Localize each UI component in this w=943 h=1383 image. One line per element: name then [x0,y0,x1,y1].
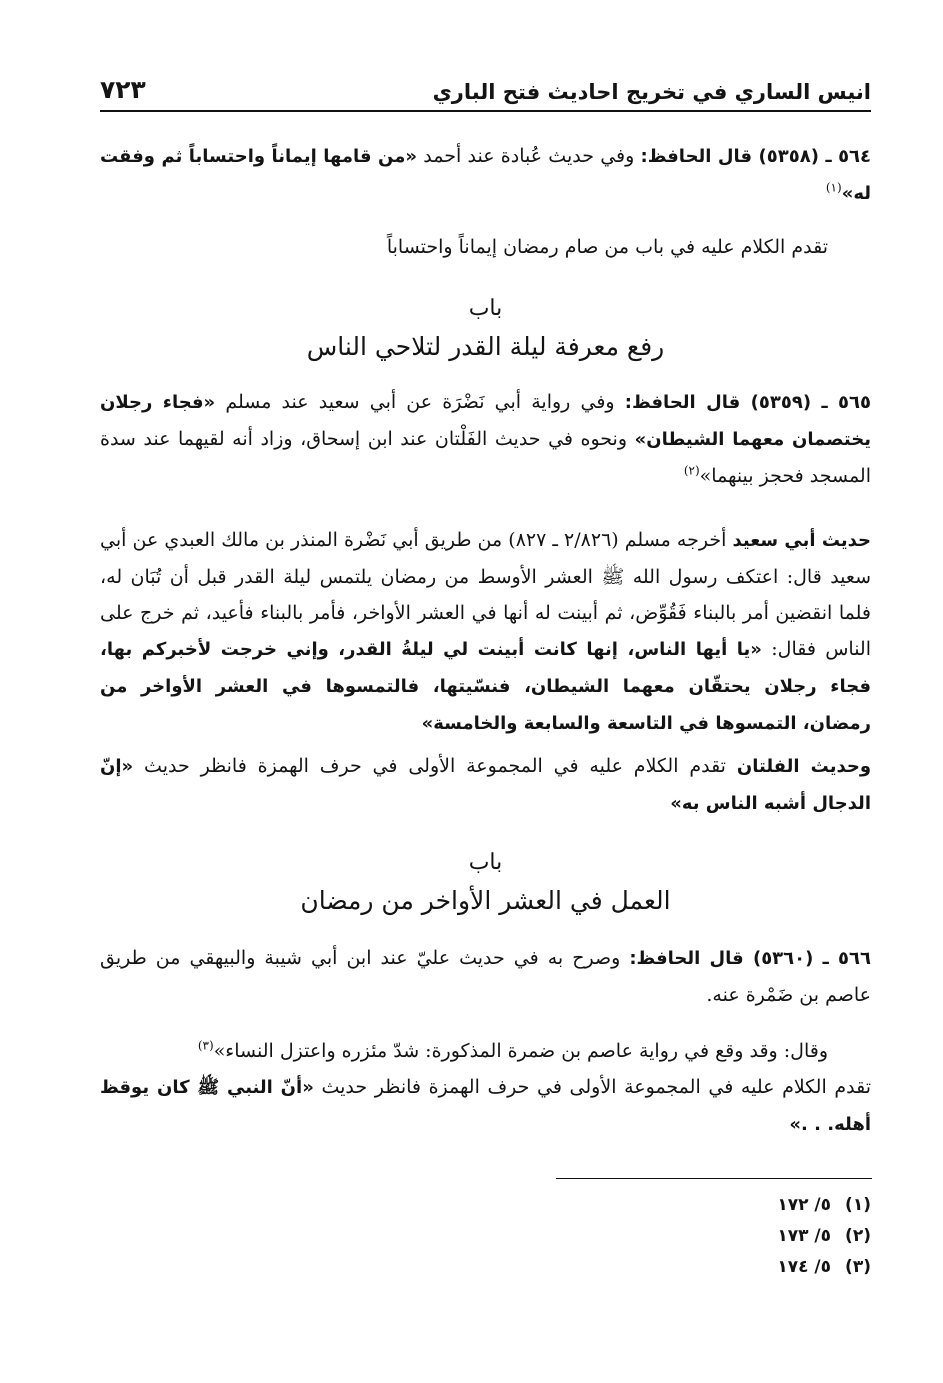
paragraph-lead: حديث أبي سعيد [732,530,871,551]
footnote-3 [731,1252,871,1283]
entry-number: ٥٦٤ ـ (٥٣٥٨) قال الحافظ: [640,146,872,167]
comment-text: تقدم الكلام عليه في المجموعة الأولى في حرف الهمزة فانظر حديث [321,1076,871,1098]
running-header [100,68,871,112]
footnotes [731,1190,871,1283]
section-title-1: رفع معرفة ليلة القدر لتلاحي الناس [306,332,665,361]
footnote-divider [556,1178,872,1179]
footnote-reference: ٥/ ١٧٣ [777,1226,832,1246]
entry-564 [100,138,871,212]
hadith-quote: «يا أيها الناس، إنها كانت أبينت لي ليلةُ القدر، وإني خرجت لأخبركم بها، فجاء رجلان يحتقّان معهما الشيطان، فنسّيتها، فالتمسوها في العشر الأواخر من رمضان، التمسوها في التاسعة والسابعة والخامسة» [100,639,871,734]
entry-text-2: ونحوه في حديث الفَلْتان عند ابن إسحاق، وزاد أنه لقيهما عند سدة المسجد فحجز بينهما» [100,428,871,487]
paragraph-text: أخرجه مسلم (٢/٨٢٦ ـ ٨٢٧) من طريق أبي نَضْرة المنذر بن مالك العبدي عن أبي سعيد قال: اعتكف رسول الله ﷺ العشر الأوسط من رمضان يلتمس ليلة القدر قبل أن تُبَان له، فلما انقضين أمر بالبناء فَقُوِّض، ثم أبينت له أنها في العشر الأواخر، فأمر بالبناء فأعيد، ثم خرج على الناس فقال: [100,529,871,660]
footnote-number: (١) [845,1195,871,1215]
entry-text: وصرح به في حديث عليّ عند ابن أبي شيبة والبيهقي من طريق عاصم بن ضَمْرة عنه. [100,947,871,1006]
comment-564 [100,229,828,265]
entry-text-2: وقال: وقد وقع في رواية عاصم بن ضمرة المذكورة: شدّ مئزره واعتزل النساء» [213,1040,828,1062]
section-bab-1: باب [468,296,503,321]
footnote-1 [731,1190,871,1221]
paragraph-lead: وحديث الفلتان [736,756,872,777]
entry-text: وفي رواية أبي نَضْرَة عن أبي سعيد عند مسلم [225,391,615,413]
footnote-number: (٣) [845,1257,871,1277]
footnote-reference: ٥/ ١٧٢ [777,1195,832,1215]
page-number: ٧٢٣ [100,75,146,104]
footnote-ref: (١) [825,180,842,195]
paragraph-text: تقدم الكلام عليه في المجموعة الأولى في حرف الهمزة فانظر حديث [144,755,726,777]
paragraph-faltan [100,748,871,822]
section-title-2: العمل في العشر الأواخر من رمضان [300,886,671,915]
entry-number: ٥٦٦ ـ (٥٣٦٠) قال الحافظ: [629,948,872,969]
hadith-quote: «إنّ الدجال أشبه الناس به» [100,756,871,814]
paragraph-abu-said [100,522,871,742]
comment-text: تقدم الكلام عليه في باب من صام رمضان إيماناً واحتساباً [386,236,828,258]
hadith-quote: «أنّ النبي ﷺ كان يوقظ أهله. . .» [100,1077,871,1135]
footnote-ref: (٣) [197,1038,214,1053]
footnote-ref: (٢) [683,463,700,478]
section-bab-2: باب [468,850,503,875]
footnote-2 [731,1221,871,1252]
comment-566 [100,1069,871,1143]
hadith-quote: «فجاء رجلان يختصمان معهما الشيطان» [100,392,872,450]
entry-text: وفي حديث عُبادة عند أحمد [423,145,635,167]
hadith-quote: «من قامها إيماناً واحتساباً ثم وفقت له» [100,146,871,204]
entry-566-quote [100,1033,828,1069]
entry-565 [100,384,871,494]
footnote-reference: ٥/ ١٧٤ [777,1257,832,1277]
entry-566 [100,940,871,1013]
book-title: انيس الساري في تخريج احاديث فتح الباري [432,80,871,104]
footnote-number: (٢) [845,1226,871,1246]
entry-number: ٥٦٥ ـ (٥٣٥٩) قال الحافظ: [624,392,872,413]
